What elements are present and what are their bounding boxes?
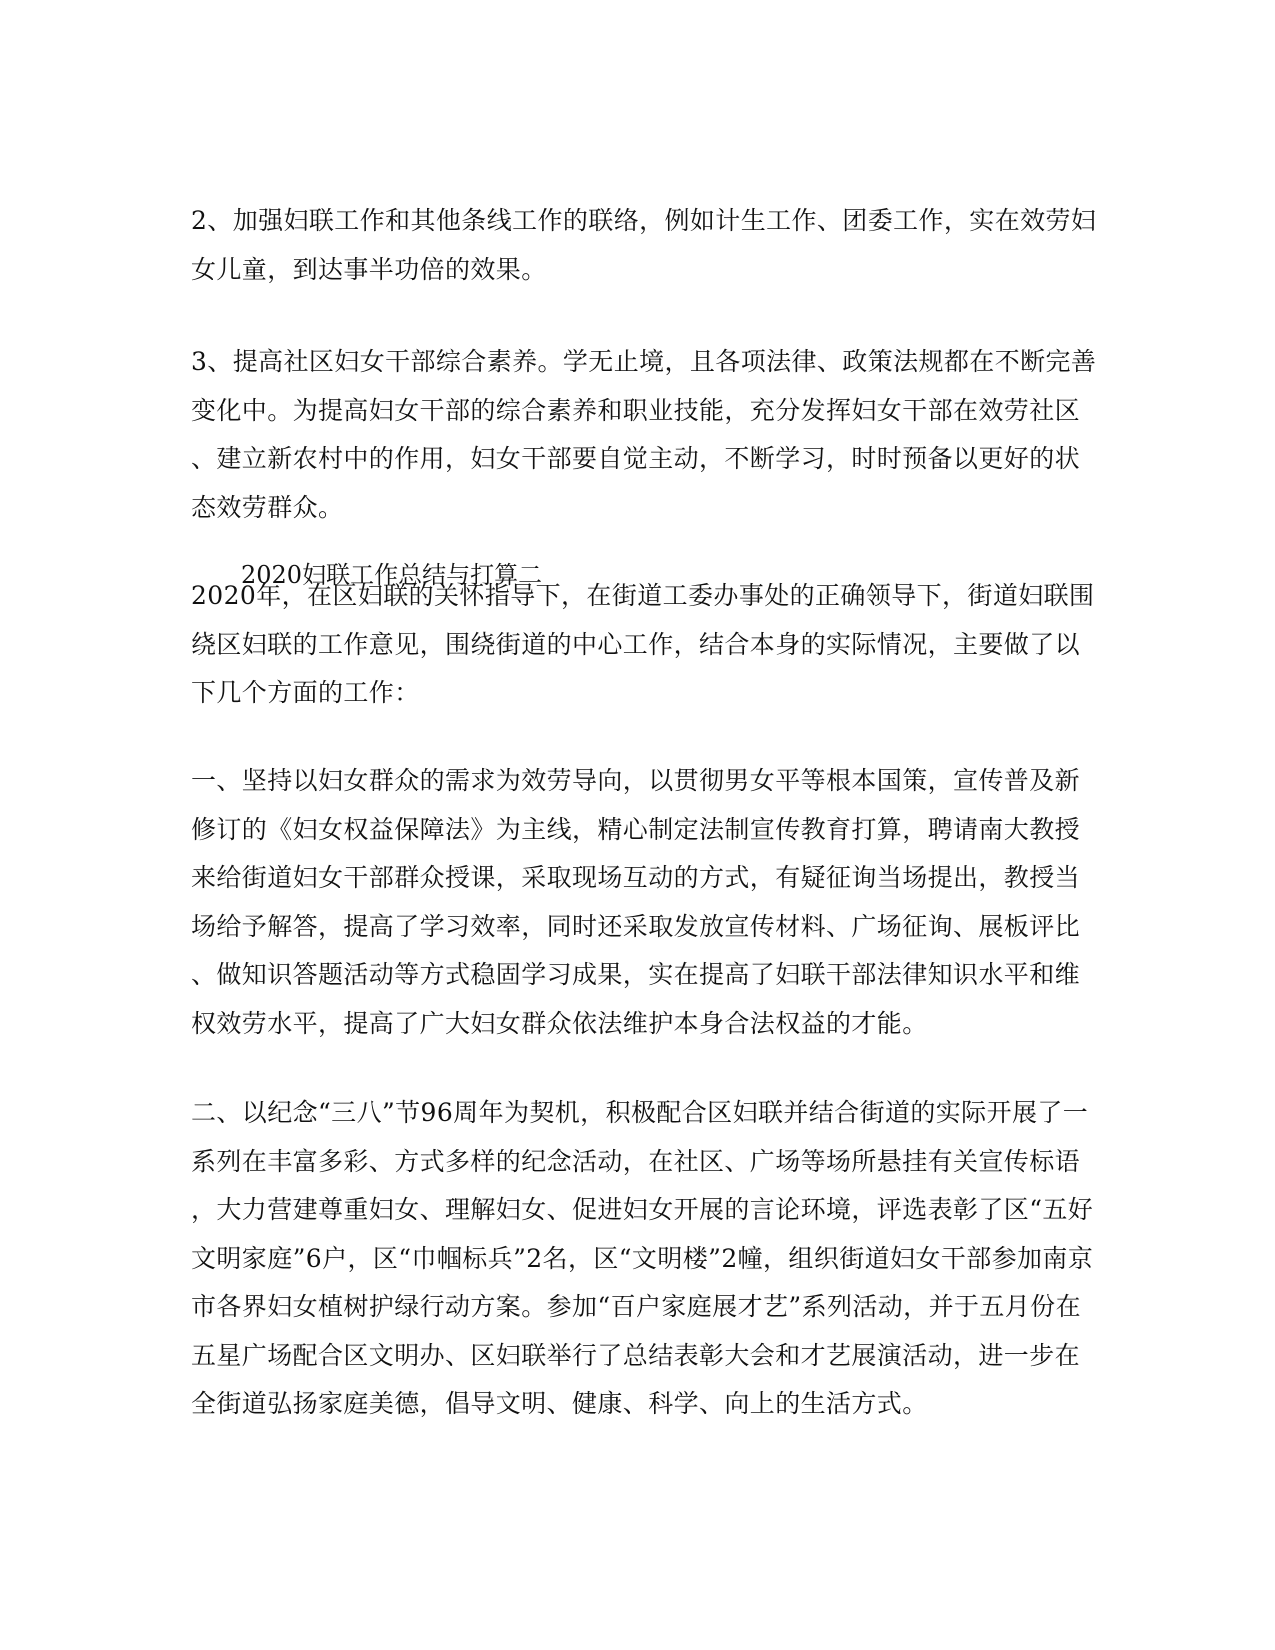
paragraph-item-2 (191, 197, 1097, 294)
text-line: 一、坚持以妇女群众的需求为效劳导向，以贯彻男女平等根本国策，宣传普及新 (191, 766, 1081, 795)
paragraph-section-one (191, 757, 1081, 1048)
paragraph-item-3 (191, 338, 1097, 532)
paragraph-section-two (191, 1089, 1094, 1429)
section-heading: 2020妇联工作总结与打算二 (241, 561, 543, 589)
text-line: 绕区妇联的工作意见，围绕街道的中心工作，结合本身的实际情况，主要做了以 (191, 629, 1081, 659)
paragraph-intro (191, 572, 1095, 718)
text-line: 态效劳群众。 (191, 492, 344, 522)
text-line: 二、以纪念“三八”节96周年为契机，积极配合区妇联并结合街道的实际开展了一 (191, 1098, 1089, 1127)
text-line: 、做知识答题活动等方式稳固学习成果，实在提高了妇联干部法律知识水平和维 (191, 960, 1081, 989)
text-line: 女儿童，到达事半功倍的效果。 (191, 254, 547, 284)
text-line: 市各界妇女植树护绿行动方案。参加“百户家庭展才艺”系列活动，并于五月份在 (191, 1292, 1081, 1321)
text-line: 修订的《妇女权益保障法》为主线，精心制定法制宣传教育打算，聘请南大教授 (191, 814, 1081, 844)
text-line: 下几个方面的工作： (191, 678, 420, 707)
text-line: 文明家庭”6户，区“巾帼标兵”2名，区“文明楼”2幢，组织街道妇女干部参加南京 (191, 1243, 1094, 1273)
text-line: 来给街道妇女干部群众授课，采取现场互动的方式，有疑征询当场提出，教授当 (191, 863, 1081, 892)
text-line: 变化中。为提高妇女干部的综合素养和职业技能，充分发挥妇女干部在效劳社区 (191, 395, 1081, 425)
text-line: 2、加强妇联工作和其他条线工作的联络，例如计生工作、团委工作，实在效劳妇 (191, 206, 1097, 235)
text-line: 五星广场配合区文明办、区妇联举行了总结表彰大会和才艺展演活动，进一步在 (191, 1340, 1081, 1370)
text-line: 场给予解答，提高了学习效率，同时还采取发放宣传材料、广场征询、展板评比 (191, 911, 1081, 941)
text-line: 3、提高社区妇女干部综合素养。学无止境，且各项法律、政策法规都在不断完善 (191, 347, 1097, 376)
text-line: ，大力营建尊重妇女、理解妇女、促进妇女开展的言论环境，评选表彰了区“五好 (191, 1195, 1094, 1224)
text-line: 2020年，在区妇联的关怀指导下，在街道工委办事处的正确领导下，街道妇联围 (191, 581, 1095, 610)
text-line: 全街道弘扬家庭美德，倡导文明、健康、科学、向上的生活方式。 (191, 1389, 928, 1418)
text-line: 权效劳水平，提高了广大妇女群众依法维护本身合法权益的才能。 (191, 1008, 928, 1038)
text-line: 、建立新农村中的作用，妇女干部要自觉主动，不断学习，时时预备以更好的状 (191, 444, 1081, 473)
text-line: 系列在丰富多彩、方式多样的纪念活动，在社区、广场等场所悬挂有关宣传标语 (191, 1146, 1081, 1176)
